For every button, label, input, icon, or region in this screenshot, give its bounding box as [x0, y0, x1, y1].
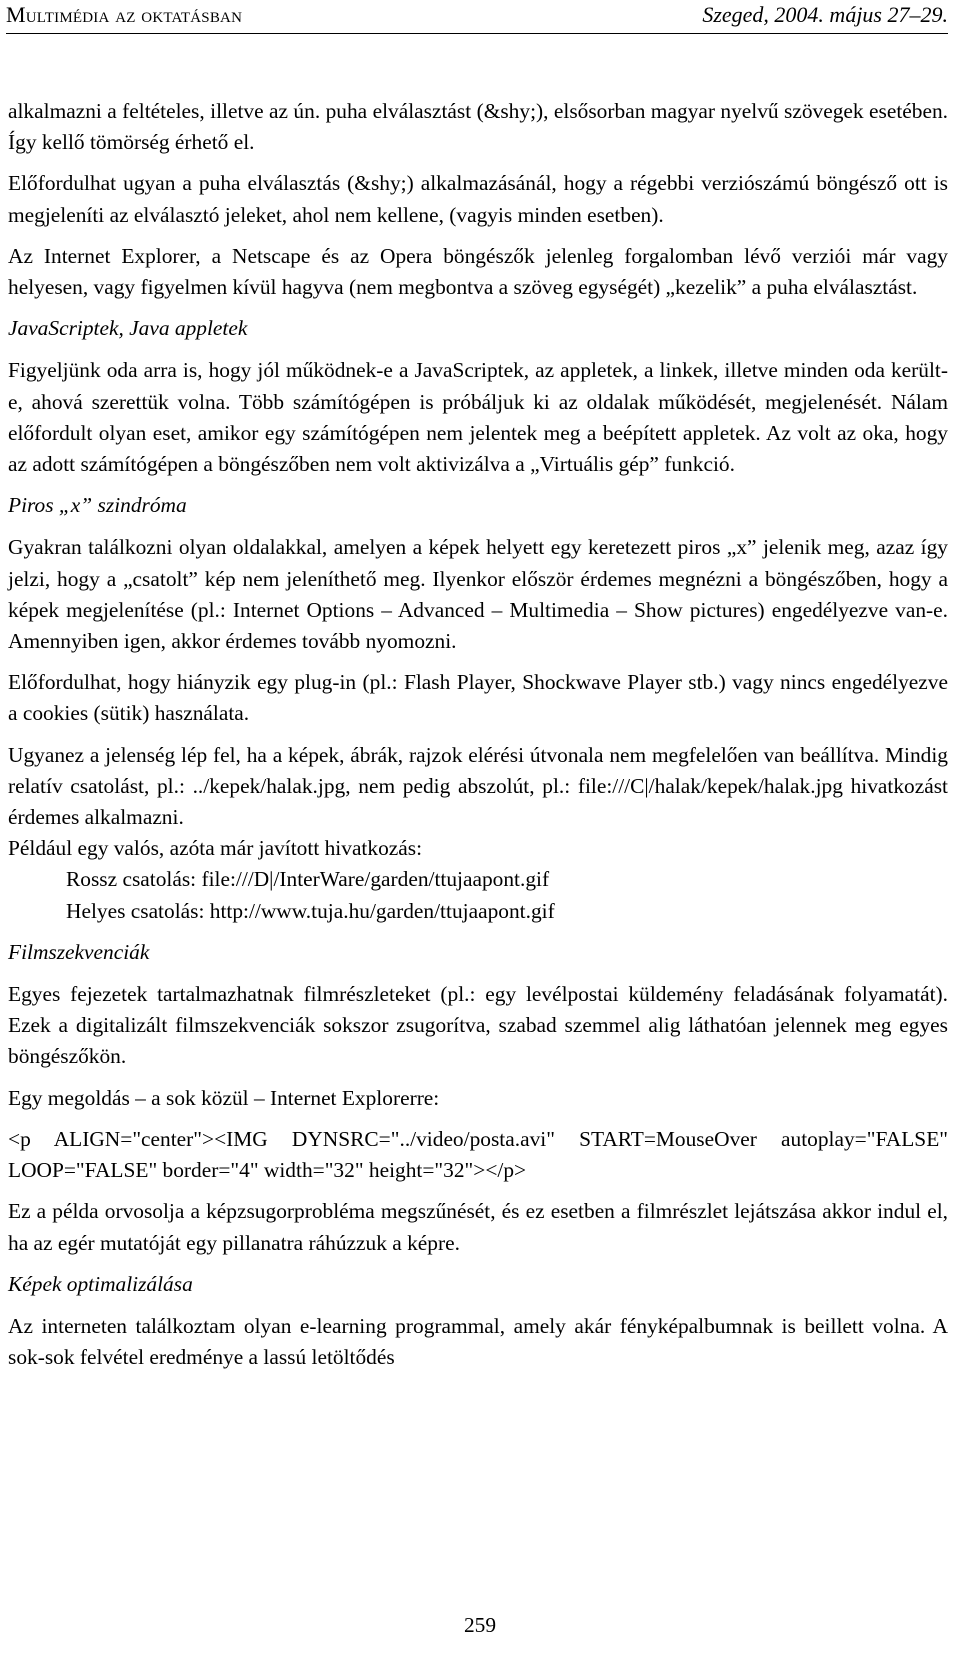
- running-header: [6, 2, 948, 32]
- paragraph: Az interneten találkoztam olyan e-learning programmal, amely akár fényképalbumnak is beillett volna. A sok-sok felvétel eredménye a lassú letöltődés: [8, 1313, 948, 1370]
- section-heading-javascript: JavaScriptek, Java appletek: [8, 316, 248, 341]
- paragraph: Az Internet Explorer, a Netscape és az Opera böngészők jelenleg forgalomban lévő verziói már vagy helyesen, vagy figyelmen kívül hagyva (nem megbontva a szöveg egységét) „kezelik” a puha elválasztást.: [8, 243, 948, 300]
- paragraph: Egyes fejezetek tartalmazhatnak filmrészleteket (pl.: egy levélpostai küldemény feladásának folyamatát). Ezek a digitalizált filmszekvenciák sokszor zsugorítva, szabad szemmel alig láthatóan jelennek meg egyes böngészőkön.: [8, 982, 948, 1069]
- good-link-example: Helyes csatolás: http://www.tuja.hu/garden/ttujaapont.gif: [66, 898, 555, 923]
- section-heading-images: Képek optimalizálása: [8, 1271, 193, 1296]
- paragraph: Egy megoldás – a sok közül – Internet Explorerre:: [8, 1085, 440, 1110]
- paragraph: Például egy valós, azóta már javított hivatkozás:: [8, 836, 423, 861]
- header-divider: [6, 33, 948, 34]
- section-heading-red-x: Piros „x” szindróma: [8, 493, 187, 518]
- header-event-date: Szeged, 2004. május 27–29.: [702, 2, 948, 27]
- body-text: [8, 96, 948, 1383]
- header-publication-title: Multimédia az oktatásban: [6, 2, 243, 27]
- paragraph: Előfordulhat, hogy hiányzik egy plug-in (pl.: Flash Player, Shockwave Player stb.) vagy nincs engedélyezve a cookies (sütik) használata.: [8, 670, 948, 726]
- paragraph: Előfordulhat ugyan a puha elválasztás (&shy;) alkalmazásánál, hogy a régebbi verziószámú böngésző ott is megjeleníti az elválasztó jeleket, ahol nem kellene, (vagyis minden esetben).: [8, 171, 948, 227]
- section-heading-film: Filmszekvenciák: [8, 939, 150, 964]
- paragraph: Ez a példa orvosolja a képzsugorprobléma megszűnését, és ez esetben a filmrészlet lejátszása akkor indul el, ha az egér mutatóját egy pillanatra ráhúzzuk a képre.: [8, 1199, 948, 1255]
- paragraph: Ugyanez a jelenség lép fel, ha a képek, ábrák, rajzok elérési útvonala nem megfelelően van beállítva. Mindig relatív csatolást, pl.: ../kepek/halak.jpg, nem pedig abszolút, pl.: file:///C|/halak/kepek/halak.jpg hivatkozást érdemes alkalmazni.: [8, 742, 948, 830]
- paragraph: Gyakran találkozni olyan oldalakkal, amelyen a képek helyett egy keretezett piros „x” jelenik meg, azaz így jelzi, hogy a „csatolt” kép nem jeleníthető meg. Ilyenkor először érdemes megnézni a böngészőben, hogy a képek megjelenítése (pl.: Internet Options – Advanced – Multimedia – Show pictures) engedélyezve van-e. Amennyiben igen, akkor érdemes tovább nyomozni.: [8, 535, 948, 654]
- code-example: <p ALIGN="center"><IMG DYNSRC="../video/posta.avi" START=MouseOver autoplay="FALSE" LOOP="FALSE" border="4" width="32" height="32"></p>: [8, 1126, 948, 1183]
- page-number: 259: [463, 1613, 497, 1637]
- paragraph: alkalmazni a feltételes, illetve az ún. puha elválasztást (&shy;), elsősorban magyar nyelvű szövegek esetében. Így kellő tömörség érhető el.: [8, 99, 948, 155]
- paragraph: Figyeljünk oda arra is, hogy jól működnek-e a JavaScriptek, az appletek, a linkek, illetve minden oda került-e, ahová szerettük volna. Több számítógépen is próbáljuk ki az oldalak működését, megjelenését. Nálam előfordult olyan eset, amikor egy számítógépen nem jelentek meg a beépített appletek. Az volt az oka, hogy az adott számítógépen a böngészőben nem volt aktivizálva a „Virtuális gép” funkció.: [8, 358, 948, 477]
- bad-link-example: Rossz csatolás: file:///D|/InterWare/garden/ttujaapont.gif: [66, 867, 550, 892]
